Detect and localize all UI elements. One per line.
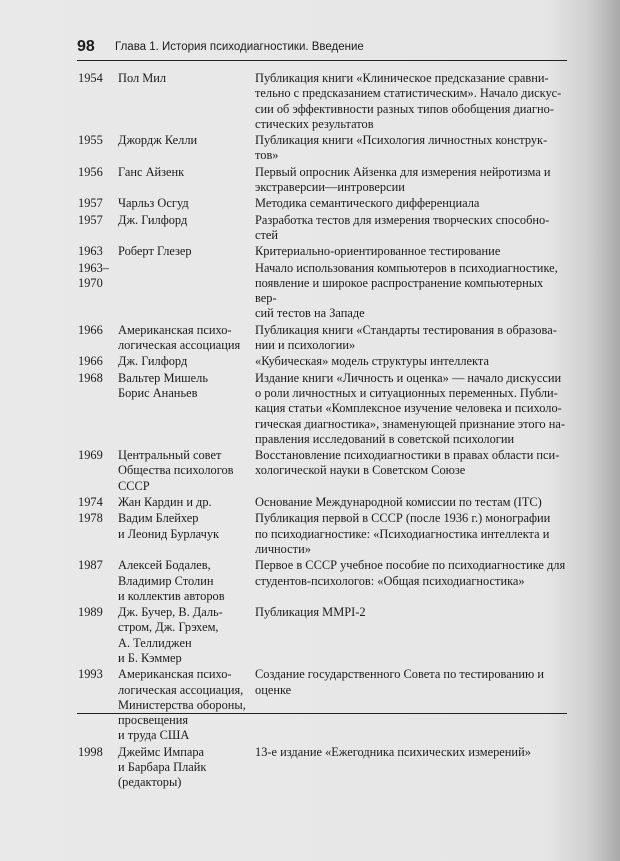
year-cell: 1957 bbox=[78, 196, 103, 211]
chapter-title: Глава 1. История психодиагностики. Введение bbox=[115, 41, 364, 53]
name-cell: Джеймс Импара и Барбара Плайк (редакторы) bbox=[118, 744, 207, 790]
description-cell: Публикация первой в СССР (после 1936 г.) монографии по психодиагностике: «Психодиагностика интеллекта и личности» bbox=[255, 511, 551, 556]
name-cell: Чарльз Осгуд bbox=[118, 196, 189, 211]
name-cell: Американская психо- логическая ассоциация, Министерства обороны, просвещения и труда США bbox=[118, 667, 246, 743]
table-row bbox=[78, 133, 566, 164]
table-row bbox=[78, 165, 566, 196]
name-cell: Американская психо- логическая ассоциация bbox=[118, 322, 241, 353]
description-cell: Начало использования компьютеров в психодиагностике, появление и широкое распространение компьютерных вер- сий тестов на Западе bbox=[255, 260, 558, 321]
description-cell: Публикация книги «Психология личностных конструк- тов» bbox=[255, 133, 548, 163]
description-cell: Первое в СССР учебное пособие по психодиагностике для студентов-психологов: «Общая психодиагностика» bbox=[255, 558, 566, 588]
year-cell: 1978 bbox=[78, 511, 103, 526]
table-row bbox=[78, 371, 566, 447]
year-cell: 1993 bbox=[78, 667, 103, 682]
year-cell: 1968 bbox=[78, 370, 103, 385]
description-cell: Публикация книги «Клиническое предсказание сравни- тельно с предсказанием статистическим». Начало дискус- сии об эффективности разных типов обобщения диагно- стических результатов bbox=[255, 71, 562, 131]
year-cell: 1956 bbox=[78, 164, 103, 179]
description-cell: Создание государственного Совета по тестированию и оценке bbox=[255, 667, 544, 697]
year-cell: 1974 bbox=[78, 495, 103, 510]
description-cell: 13-е издание «Ежегодника психических измерений» bbox=[255, 744, 531, 759]
table-row bbox=[78, 323, 566, 354]
year-cell: 1989 bbox=[78, 605, 103, 620]
name-cell: Роберт Глезер bbox=[118, 244, 192, 259]
description-cell: Публикация MMPI-2 bbox=[255, 605, 366, 620]
year-cell: 1955 bbox=[78, 133, 103, 148]
name-cell bbox=[118, 261, 255, 322]
table-row bbox=[78, 745, 566, 791]
description-cell: Методика семантического дифференциала bbox=[255, 196, 480, 211]
year-cell: 1966 bbox=[78, 354, 103, 369]
timeline-table bbox=[78, 71, 566, 792]
name-cell: Дж. Бучер, В. Даль- стром, Дж. Грэхем, А. Теллиджен и Б. Кэммер bbox=[118, 605, 223, 665]
year-cell: 1963– 1970 bbox=[78, 260, 109, 290]
name-cell: Центральный совет Общества психологов СССР bbox=[118, 448, 234, 493]
table-row bbox=[78, 213, 566, 244]
description-cell: Разработка тестов для измерения творческих способно- стей bbox=[255, 212, 550, 242]
year-cell: 1963 bbox=[78, 244, 103, 259]
table-row bbox=[78, 354, 566, 369]
table-row bbox=[78, 196, 566, 211]
description-cell: Издание книги «Личность и оценка» — начало дискуссии о роли личностных и ситуационных переменных. Публи- кация статьи «Комплексное изучение человека и психоло- гическая диагностика», знаменующей признание этого на- правления исследований в советской психологии bbox=[255, 370, 565, 446]
page-number: 98 bbox=[77, 38, 95, 55]
name-cell: Дж. Гилфорд bbox=[118, 354, 188, 369]
year-cell: 1957 bbox=[78, 212, 103, 227]
table-row bbox=[78, 261, 566, 322]
description-cell: Критериально-ориентированное тестирование bbox=[255, 244, 501, 259]
table-row bbox=[78, 667, 566, 743]
year-cell: 1987 bbox=[78, 558, 103, 573]
name-cell: Джордж Келли bbox=[118, 133, 198, 148]
name-cell: Вадим Блейхер и Леонид Бурлачук bbox=[118, 511, 220, 541]
description-cell: Восстановление психодиагностики в правах области пси- хологической науки в Советском Союзе bbox=[255, 448, 560, 478]
name-cell: Жан Кардин и др. bbox=[118, 495, 212, 510]
year-cell: 1954 bbox=[78, 71, 103, 85]
name-cell: Ганс Айзенк bbox=[118, 164, 185, 179]
name-cell: Алексей Бодалев, Владимир Столин и коллектив авторов bbox=[118, 558, 225, 603]
table-bottom-rule bbox=[77, 713, 567, 714]
table-row bbox=[78, 244, 566, 259]
description-cell: Основание Международной комиссии по тестам (ITC) bbox=[255, 495, 542, 510]
table-row bbox=[78, 558, 566, 604]
description-cell: Публикация книги «Стандарты тестирования в образова- нии и психологии» bbox=[255, 322, 557, 353]
table-row bbox=[78, 448, 566, 494]
running-header bbox=[77, 38, 567, 61]
year-cell: 1998 bbox=[78, 744, 103, 759]
description-cell: «Кубическая» модель структуры интеллекта bbox=[255, 354, 489, 369]
table-row bbox=[78, 605, 566, 666]
description-cell: Первый опросник Айзенка для измерения нейротизма и экстраверсии—интроверсии bbox=[255, 164, 551, 195]
table-row bbox=[78, 511, 566, 557]
name-cell: Вальтер Мишель Борис Ананьев bbox=[118, 370, 208, 400]
year-cell: 1966 bbox=[78, 322, 103, 337]
year-cell: 1969 bbox=[78, 448, 103, 463]
name-cell: Пол Мил bbox=[118, 71, 167, 85]
table-row bbox=[78, 71, 566, 132]
table-row bbox=[78, 495, 566, 510]
name-cell: Дж. Гилфорд bbox=[118, 212, 188, 227]
